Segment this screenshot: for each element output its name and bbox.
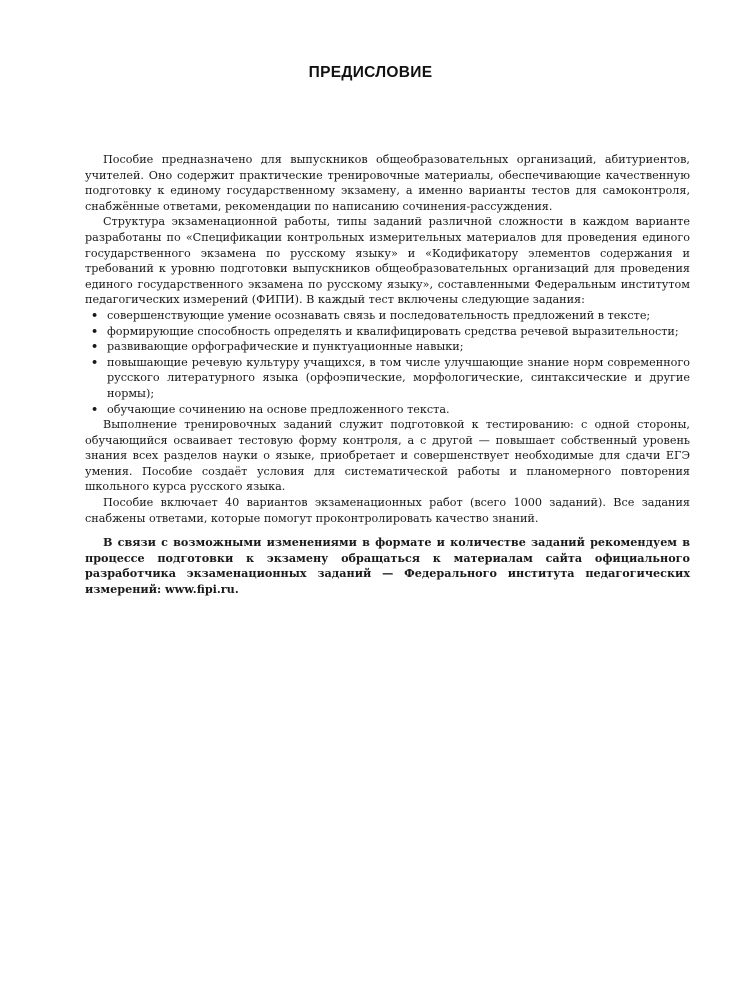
bullet-icon: • [91, 354, 99, 369]
list-item-text: совершенствующие умение осознавать связь и последовательность предложений в тексте; [107, 308, 651, 322]
list-item [91, 339, 690, 355]
paragraph-structure: Структура экзаменационной работы, типы заданий различной сложности в каждом варианте разработаны по «Спецификации контрольных измерительных материалов для проведения единого государственного экзамена по русскому языку» и «Кодификатору элементов содержания и требований к уровню подготовки выпускников общеобразовательных организаций для проведения единого государственного экзамена по русскому языку», составленными Федеральным институтом педагогических измерений (ФИПИ). В каждый тест включены следующие задания: [85, 215, 690, 307]
bullet-icon: • [91, 323, 99, 338]
list-item [91, 401, 690, 418]
bullet-icon: • [91, 307, 99, 322]
notice-text: В связи с возможными изменениями в формате и количестве заданий рекомендуем в процессе подготовки к экзамену обращаться к материалам сайта официального разработчика экзаменационных заданий — Федерального института педагогических измерений: [85, 535, 690, 597]
preface-body [85, 152, 690, 598]
paragraph-contents: Пособие включает 40 вариантов экзаменационных работ (всего 1000 заданий). Все задания снабжены ответами, которые помогут проконтролировать качество знаний. [85, 496, 690, 525]
list-item-text: формирующие способность определять и квалифицировать средства речевой выразительности; [107, 324, 679, 338]
paragraph-training: Выполнение тренировочных заданий служит подготовкой к тестированию: с одной стороны, обучающийся осваивает тестовую форму контроля, а с другой — повышает собственный уровень знания всех разделов науки о языке, приобретает и совершенствует необходимые для сдачи ЕГЭ умения. Пособие создаёт условия для систематической работы и планомерного повторения школьного курса русского языка. [85, 418, 690, 494]
list-item-text: повышающие речевую культуру учащихся, в том числе улучшающие знание норм современного русского литературного языка (орфоэпические, морфологические, синтаксические и другие нормы); [107, 355, 690, 400]
bullet-icon: • [91, 401, 99, 416]
page-title: ПРЕДИСЛОВИЕ [308, 64, 433, 81]
list-item [91, 354, 690, 402]
notice-end: . [234, 582, 239, 597]
task-list [85, 308, 690, 417]
list-item [91, 323, 690, 340]
paragraph-purpose: Пособие предназначено для выпускников общеобразовательных организаций, абитуриентов, учителей. Оно содержит практические тренировочные материалы, обеспечивающие качественную подготовку к единому государственному экзамену, а именно варианты тестов для самоконтроля, снабжённые ответами, рекомендации по написанию сочинения-рассуждения. [85, 153, 690, 213]
list-item [91, 307, 690, 324]
list-item-text: развивающие орфографические и пунктуационные навыки; [107, 340, 464, 354]
notice-paragraph [85, 535, 690, 597]
fipi-link[interactable]: www.fipi.ru [165, 582, 235, 597]
bullet-icon: • [91, 339, 99, 354]
list-item-text: обучающие сочинению на основе предложенного текста. [107, 402, 450, 416]
